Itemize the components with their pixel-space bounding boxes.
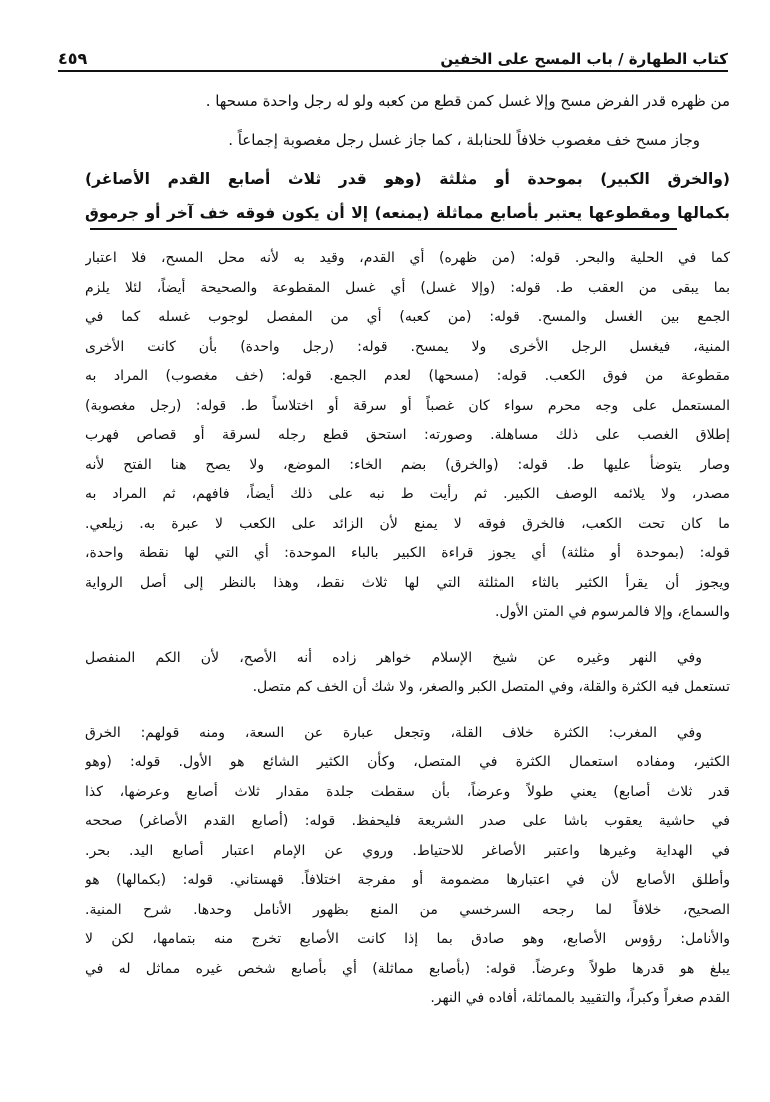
commentary-line: الكثير، ومفاده استعمال الكثرة في المتصل، وكأن الكثير الشائع هو الأول. قوله: (وهو (85, 754, 730, 770)
commentary-line: كما في الحلية والبحر. قوله: (من ظهره) أي القدم، وقيد به لأنه محل المسح، فلا اعتبار (85, 250, 730, 266)
commentary-line: والسماع، وإلا فالمرسوم في المتن الأول. (495, 604, 730, 620)
commentary (85, 244, 730, 1014)
commentary-line: الصحيح، خلافاً لما رجحه السرخسي من المنع بظهور الأنامل وحدها. شرح المنية. (85, 901, 730, 918)
main-text-line: وجاز مسح خف مغصوب خلافاً للحنابلة ، كما جاز غسل رجل مغصوبة إجماعاً . (228, 131, 700, 149)
commentary-line: في الهداية وغيرها واعتبر الأصاغر للاحتياط. وروي عن الإمام اعتبار أصابع اليد. بحر. (85, 842, 730, 859)
main-text-bold-line: (والخرق الكبير) بموحدة أو مثلثة (وهو قدر ثلاث أصابع القدم الأصاغر) (85, 170, 730, 188)
chapter-title: كتاب الطهارة / باب المسح على الخفين (440, 50, 728, 68)
main-text (85, 86, 730, 232)
commentary-line: وصار يتوضأ عليها ط. قوله: (والخرق) بضم الخاء: الموضع، ولا يصح هنا الفتح لأنه (85, 456, 730, 473)
commentary-line: يبلغ هو قدرها طولاً وعرضاً. قوله: (بأصابع مماثلة) أي بأصابع شخص غيره مماثل له في (85, 960, 730, 977)
page-number: ٤٥٩ (58, 49, 88, 68)
commentary-paragraph (85, 719, 730, 1014)
commentary-paragraph (85, 244, 730, 628)
commentary-line: في حاشية يعقوب باشا على صدر الشريعة فليحفظ. قوله: (أصابع القدم الأصاغر) صححه (85, 813, 730, 829)
commentary-paragraph (85, 644, 730, 703)
running-header (58, 40, 728, 72)
commentary-line: القدم صغراً وكبراً، والتقييد بالمماثلة، أفاده في النهر. (430, 990, 730, 1006)
commentary-line: قدر ثلاث أصابع) يعني طولاً وعرضاً، بأن سقطت جلدة مقدار ثلاث أصابع وعرضها، كذا (85, 783, 730, 800)
commentary-line: المنية، فيغسل الرجل الأخرى ولا يمسح. قوله: (رجل واحدة) بأن كانت الأخرى (85, 338, 730, 355)
commentary-line: تستعمل فيه الكثرة والقلة، وفي المتصل الكبر والصغر، ولا شك أن الخف كم متصل. (252, 679, 730, 695)
main-text-line: من ظهره قدر الفرض مسح وإلا غسل كمن قطع من كعبه ولو له رجل واحدة مسحها . (205, 92, 730, 110)
commentary-line: وفي النهر وغيره عن شيخ الإسلام خواهر زاده أنه الأصح، لأن الكم المنفصل (85, 649, 702, 666)
commentary-line: وأطلق الأصابع لأن في اعتبارها مضمومة أو مفرجة اختلافاً. قهستاني. قوله: (بكمالها) هو (85, 872, 730, 888)
commentary-line: ما كان تحت الكعب، فالخرق فوقه لا يمنع لأن الزائد على الكعب لا عبرة به. زيلعي. (85, 515, 730, 532)
commentary-line: والأنامل: رؤوس الأصابع، وهو صادق بما إذا كانت الأصابع تخرج منه بتمامها، لكن لا (85, 931, 730, 947)
commentary-line: وفي المغرب: الكثرة خلاف القلة، وتجعل عبارة عن السعة، ومنه قولهم: الخرق (85, 724, 702, 741)
footnote-separator (90, 228, 677, 230)
commentary-line: إطلاق الغصب على ذلك مساهلة. وصورته: استحق قطع رجله لسرقة أو قصاص فهرب (85, 427, 730, 443)
commentary-line: الجمع بين الغسل والمسح. قوله: (من كعبه) أي من المفصل لوجوب غسله كما في (85, 309, 730, 325)
main-text-bold-line: بكمالها ومقطوعها يعتبر بأصابع مماثلة (يمنعه) إلا أن يكون فوقه خف آخر أو جرموق (85, 204, 730, 222)
commentary-line: مصدر، ولا يلائمه الوصف الكبير. ثم رأيت ط نبه على ذلك أيضاً، فافهم، ثم المراد به (85, 486, 730, 502)
paragraph-gap (85, 703, 730, 719)
commentary-line: مقطوعة من فوق الكعب. قوله: (مسحها) لعدم الجمع. قوله: (خف مغصوب) المراد به (85, 368, 730, 384)
commentary-line: المستعمل على وجه محرم سواء كان غصباً أو سرقة أو اختلاساً ط. قوله: (رجل مغصوبة) (85, 397, 730, 414)
paragraph-gap (85, 628, 730, 644)
commentary-line: قوله: (بموحدة أو مثلثة) أي يجوز قراءة الكبير بالباء الموحدة: أي التي لها نقطة واحدة، (85, 545, 730, 561)
commentary-line: بما يبقى من العقب ط. قوله: (وإلا غسل) أي غسل المقطوعة والصحيحة أيضاً، لئلا يلزم (85, 279, 730, 296)
commentary-line: ويجوز أن يقرأ الكثير بالثاء المثلثة التي لها ثلاث نقط، وهذا بالنظر إلى أصل الرواية (85, 574, 730, 591)
